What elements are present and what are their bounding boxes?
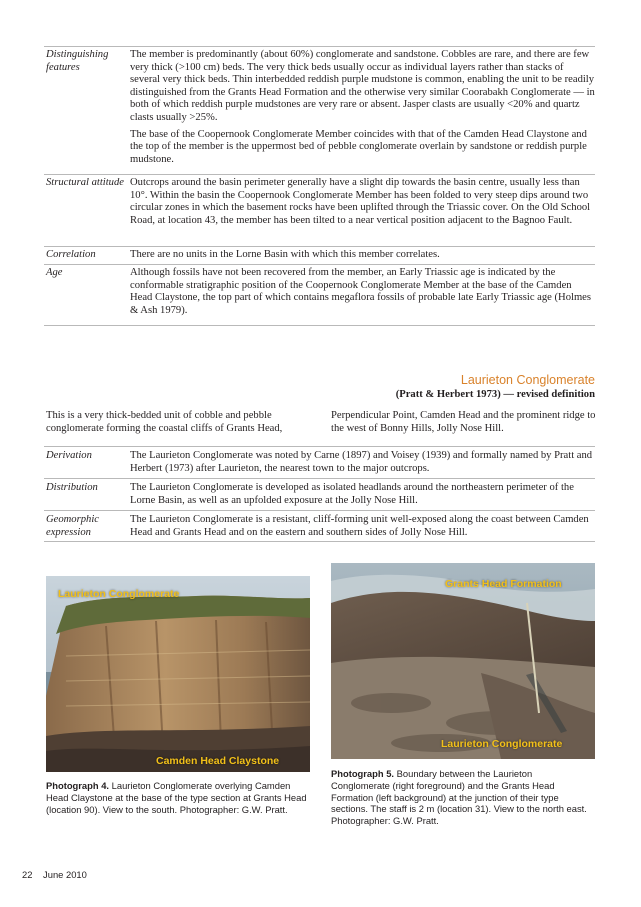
- row-text-derivation: The Laurieton Conglomerate was noted by Carne (1897) and Voisey (1939) and formally named by Pratt and Herbert (1973) after Laurieton, the nearest town to the major outcrops.: [130, 450, 593, 474]
- row-text-distribution: The Laurieton Conglomerate is developed as isolated headlands around the northeastern perimeter of the Lorne Basin, as well as an upfolded exposure at the Jolly Nose Hill.: [130, 482, 574, 506]
- paragraph: Although fossils have not been recovered from the member, an Early Triassic age is indicated by the conformable stratigraphic position of the Coopernook Conglomerate Member at the base of the Camden Head Claystone, the top part of which contains megaflora fossils of probable late Early Triassic age (Holmes & Ash 1979).: [130, 267, 592, 316]
- photo-4-label-bottom: Camden Head Claystone: [156, 755, 280, 767]
- page-number: 22: [22, 869, 33, 880]
- photo-4-image: [46, 576, 310, 772]
- table1-top-rule: [44, 46, 595, 47]
- table1-rule: [44, 264, 595, 265]
- caption-text: Laurieton Conglomerate overlying Camden Head Claystone at the base of the type section at Grants Head (location 90). View to the south. Photographer: G.W. Pratt.: [46, 780, 307, 815]
- table2-rule: [44, 478, 595, 479]
- row-label-structural-attitude: Structural attitude: [46, 177, 124, 188]
- photo-4-caption: [46, 780, 308, 815]
- photo-5-image: [331, 563, 595, 759]
- row-label-age: Age: [46, 267, 63, 278]
- photo-5-label-top: Grants Head Formation: [445, 578, 562, 590]
- photo-4-label-top: Laurieton Conglomerate: [58, 588, 180, 600]
- section-title: Laurieton Conglomerate: [460, 373, 595, 387]
- footer-date: June 2010: [43, 869, 87, 880]
- row-text-age: [130, 267, 596, 317]
- row-text-geomorphic-expression: The Laurieton Conglomerate is a resistant, cliff-forming unit well-exposed along the coast between Camden Head and Grants Head and on the eastern and southern sides of Jolly Nose Hill.: [130, 514, 589, 538]
- caption-title: Photograph 5.: [331, 768, 395, 779]
- row-label-derivation: Derivation: [46, 450, 92, 461]
- table1-rule: [44, 246, 595, 247]
- row-text-structural-attitude: [130, 177, 596, 227]
- page-footer: [22, 869, 87, 880]
- paragraph: The member is predominantly (about 60%) conglomerate and sandstone. Cobbles are rare, and there are few very thick (>100 cm) beds. The very thick beds usually occur as individual layers rather than stacks of several very thick beds. Thin interbedded reddish purple mudstone is common, enabling the unit to be readily distinguished from the Grants Head Formation and the otherwise very similar Coorabakh Conglomerate — in both of which reddish purple mudstones are very rare or absent. Jasper clasts are usually <20% and quartz clasts usually >25%.: [130, 49, 595, 123]
- paragraph: Outcrops around the basin perimeter generally have a slight dip towards the basin centre, usually less than 10°. Within the basin the Coopernook Conglomerate Member has been folded to very steep dips around two circular zones in which the basement rocks have been uplifted through the Triassic cover. On the Old School Road, at location 43, the member has been tilted to a near vertical position adjacent to the Bagnoo Fault.: [130, 177, 591, 226]
- table1-rule: [44, 174, 595, 175]
- paragraph: There are no units in the Lorne Basin with which this member correlates.: [130, 249, 440, 260]
- section-subtitle: (Pratt & Herbert 1973) — revised definition: [395, 389, 595, 400]
- table2-top-rule: [44, 446, 595, 447]
- row-text-distinguishing-features: [130, 49, 596, 166]
- row-label-correlation: Correlation: [46, 249, 96, 260]
- table1-bottom-rule: [44, 325, 595, 326]
- row-text-correlation: [130, 249, 596, 262]
- caption-text: Boundary between the Laurieton Conglomerate (right foreground) and the Grants Head Formation (left background) at the junction of their type sections. The staff is 2 m (location 31). View to the north east. Photographer: G.W. Pratt.: [331, 768, 587, 827]
- photo-5-caption: [331, 768, 593, 827]
- paragraph: The base of the Coopernook Conglomerate Member coincides with that of the Camden Head Claystone and the top of the member is the uppermost bed of pebble conglomerate overlain by sandstone or reddish purple mudstone.: [130, 128, 587, 165]
- table2-bottom-rule: [44, 541, 595, 542]
- photograph-4: [46, 576, 310, 772]
- row-label-distribution: Distribution: [46, 482, 98, 493]
- table2-rule: [44, 510, 595, 511]
- row-label-distinguishing-features: Distinguishing features: [46, 49, 109, 73]
- caption-title: Photograph 4.: [46, 780, 110, 791]
- intro-left: This is a very thick-bedded unit of cobble and pebble conglomerate forming the coastal cliffs of Grants Head,: [46, 410, 283, 435]
- photo-5-label-bottom: Laurieton Conglomerate: [441, 738, 563, 750]
- intro-right: Perpendicular Point, Camden Head and the prominent ridge to the west of Bonny Hills, Jolly Nose Hill.: [331, 410, 596, 435]
- row-label-geomorphic-expression: Geomorphic expression: [46, 514, 99, 538]
- photograph-5: [331, 563, 595, 759]
